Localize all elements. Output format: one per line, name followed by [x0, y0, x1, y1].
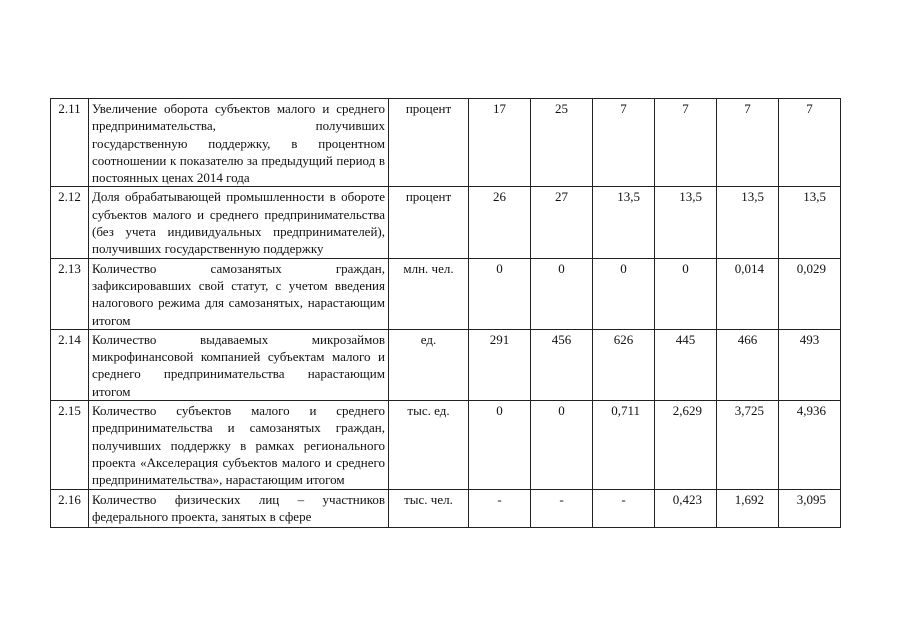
value-cell: 626 — [593, 329, 655, 400]
value-cell: 3,725 — [717, 401, 779, 489]
value-cell: 13,5 — [717, 187, 779, 258]
indicator-description: Количество самозанятых граждан, зафиксировавших свой статут, с учетом введения налогового режима для самозанятых, нарастающим итогом — [89, 258, 389, 329]
value-cell: 13,5 — [779, 187, 841, 258]
value-cell: 0 — [531, 401, 593, 489]
value-cell: 0,029 — [779, 258, 841, 329]
value-cell: 0 — [469, 258, 531, 329]
row-number: 2.12 — [51, 187, 89, 258]
value-cell: 0,014 — [717, 258, 779, 329]
unit-of-measure: тыс. ед. — [389, 401, 469, 489]
value-cell: 2,629 — [655, 401, 717, 489]
row-number: 2.11 — [51, 99, 89, 187]
table-row — [51, 187, 841, 258]
table-row — [51, 329, 841, 400]
value-cell: 0 — [655, 258, 717, 329]
value-cell: 445 — [655, 329, 717, 400]
unit-of-measure: процент — [389, 187, 469, 258]
value-cell: 291 — [469, 329, 531, 400]
table-row — [51, 258, 841, 329]
value-cell: 0 — [593, 258, 655, 329]
value-cell: 27 — [531, 187, 593, 258]
indicator-description: Увеличение оборота субъектов малого и среднего предпринимательства, получивших государственную поддержку, в процентном соотношении к показателю за предыдущий период в постоянных ценах 2014 года — [89, 99, 389, 187]
row-number: 2.14 — [51, 329, 89, 400]
unit-of-measure: тыс. чел. — [389, 489, 469, 527]
value-cell: 0,423 — [655, 489, 717, 527]
value-cell: 26 — [469, 187, 531, 258]
indicator-description: Количество выдаваемых микрозаймов микрофинансовой компанией субъектам малого и среднего предпринимательства нарастающим итогом — [89, 329, 389, 400]
value-cell: 13,5 — [593, 187, 655, 258]
value-cell: 466 — [717, 329, 779, 400]
unit-of-measure: млн. чел. — [389, 258, 469, 329]
table-row — [51, 489, 841, 527]
value-cell: 0 — [531, 258, 593, 329]
table-row — [51, 401, 841, 489]
value-cell: 493 — [779, 329, 841, 400]
value-cell: 4,936 — [779, 401, 841, 489]
table-row — [51, 99, 841, 187]
value-cell: 17 — [469, 99, 531, 187]
indicator-description: Количество субъектов малого и среднего предпринимательства и самозанятых граждан, получивших поддержку в рамках регионального проекта «Акселерация субъектов малого и среднего предпринимательства», нарастающим итогом — [89, 401, 389, 489]
value-cell: - — [531, 489, 593, 527]
value-cell: 456 — [531, 329, 593, 400]
value-cell: 7 — [593, 99, 655, 187]
unit-of-measure: процент — [389, 99, 469, 187]
row-number: 2.16 — [51, 489, 89, 527]
value-cell: - — [593, 489, 655, 527]
value-cell: 1,692 — [717, 489, 779, 527]
value-cell: 0 — [469, 401, 531, 489]
value-cell: - — [469, 489, 531, 527]
row-number: 2.15 — [51, 401, 89, 489]
indicator-description: Доля обрабатывающей промышленности в обороте субъектов малого и среднего предпринимательства (без учета индивидуальных предпринимателей), получивших государственную поддержку — [89, 187, 389, 258]
indicators-table — [50, 98, 841, 528]
value-cell: 25 — [531, 99, 593, 187]
value-cell: 7 — [655, 99, 717, 187]
value-cell: 13,5 — [655, 187, 717, 258]
value-cell: 3,095 — [779, 489, 841, 527]
indicator-description: Количество физических лиц – участников федерального проекта, занятых в сфере — [89, 489, 389, 527]
row-number: 2.13 — [51, 258, 89, 329]
value-cell: 0,711 — [593, 401, 655, 489]
value-cell: 7 — [779, 99, 841, 187]
unit-of-measure: ед. — [389, 329, 469, 400]
value-cell: 7 — [717, 99, 779, 187]
